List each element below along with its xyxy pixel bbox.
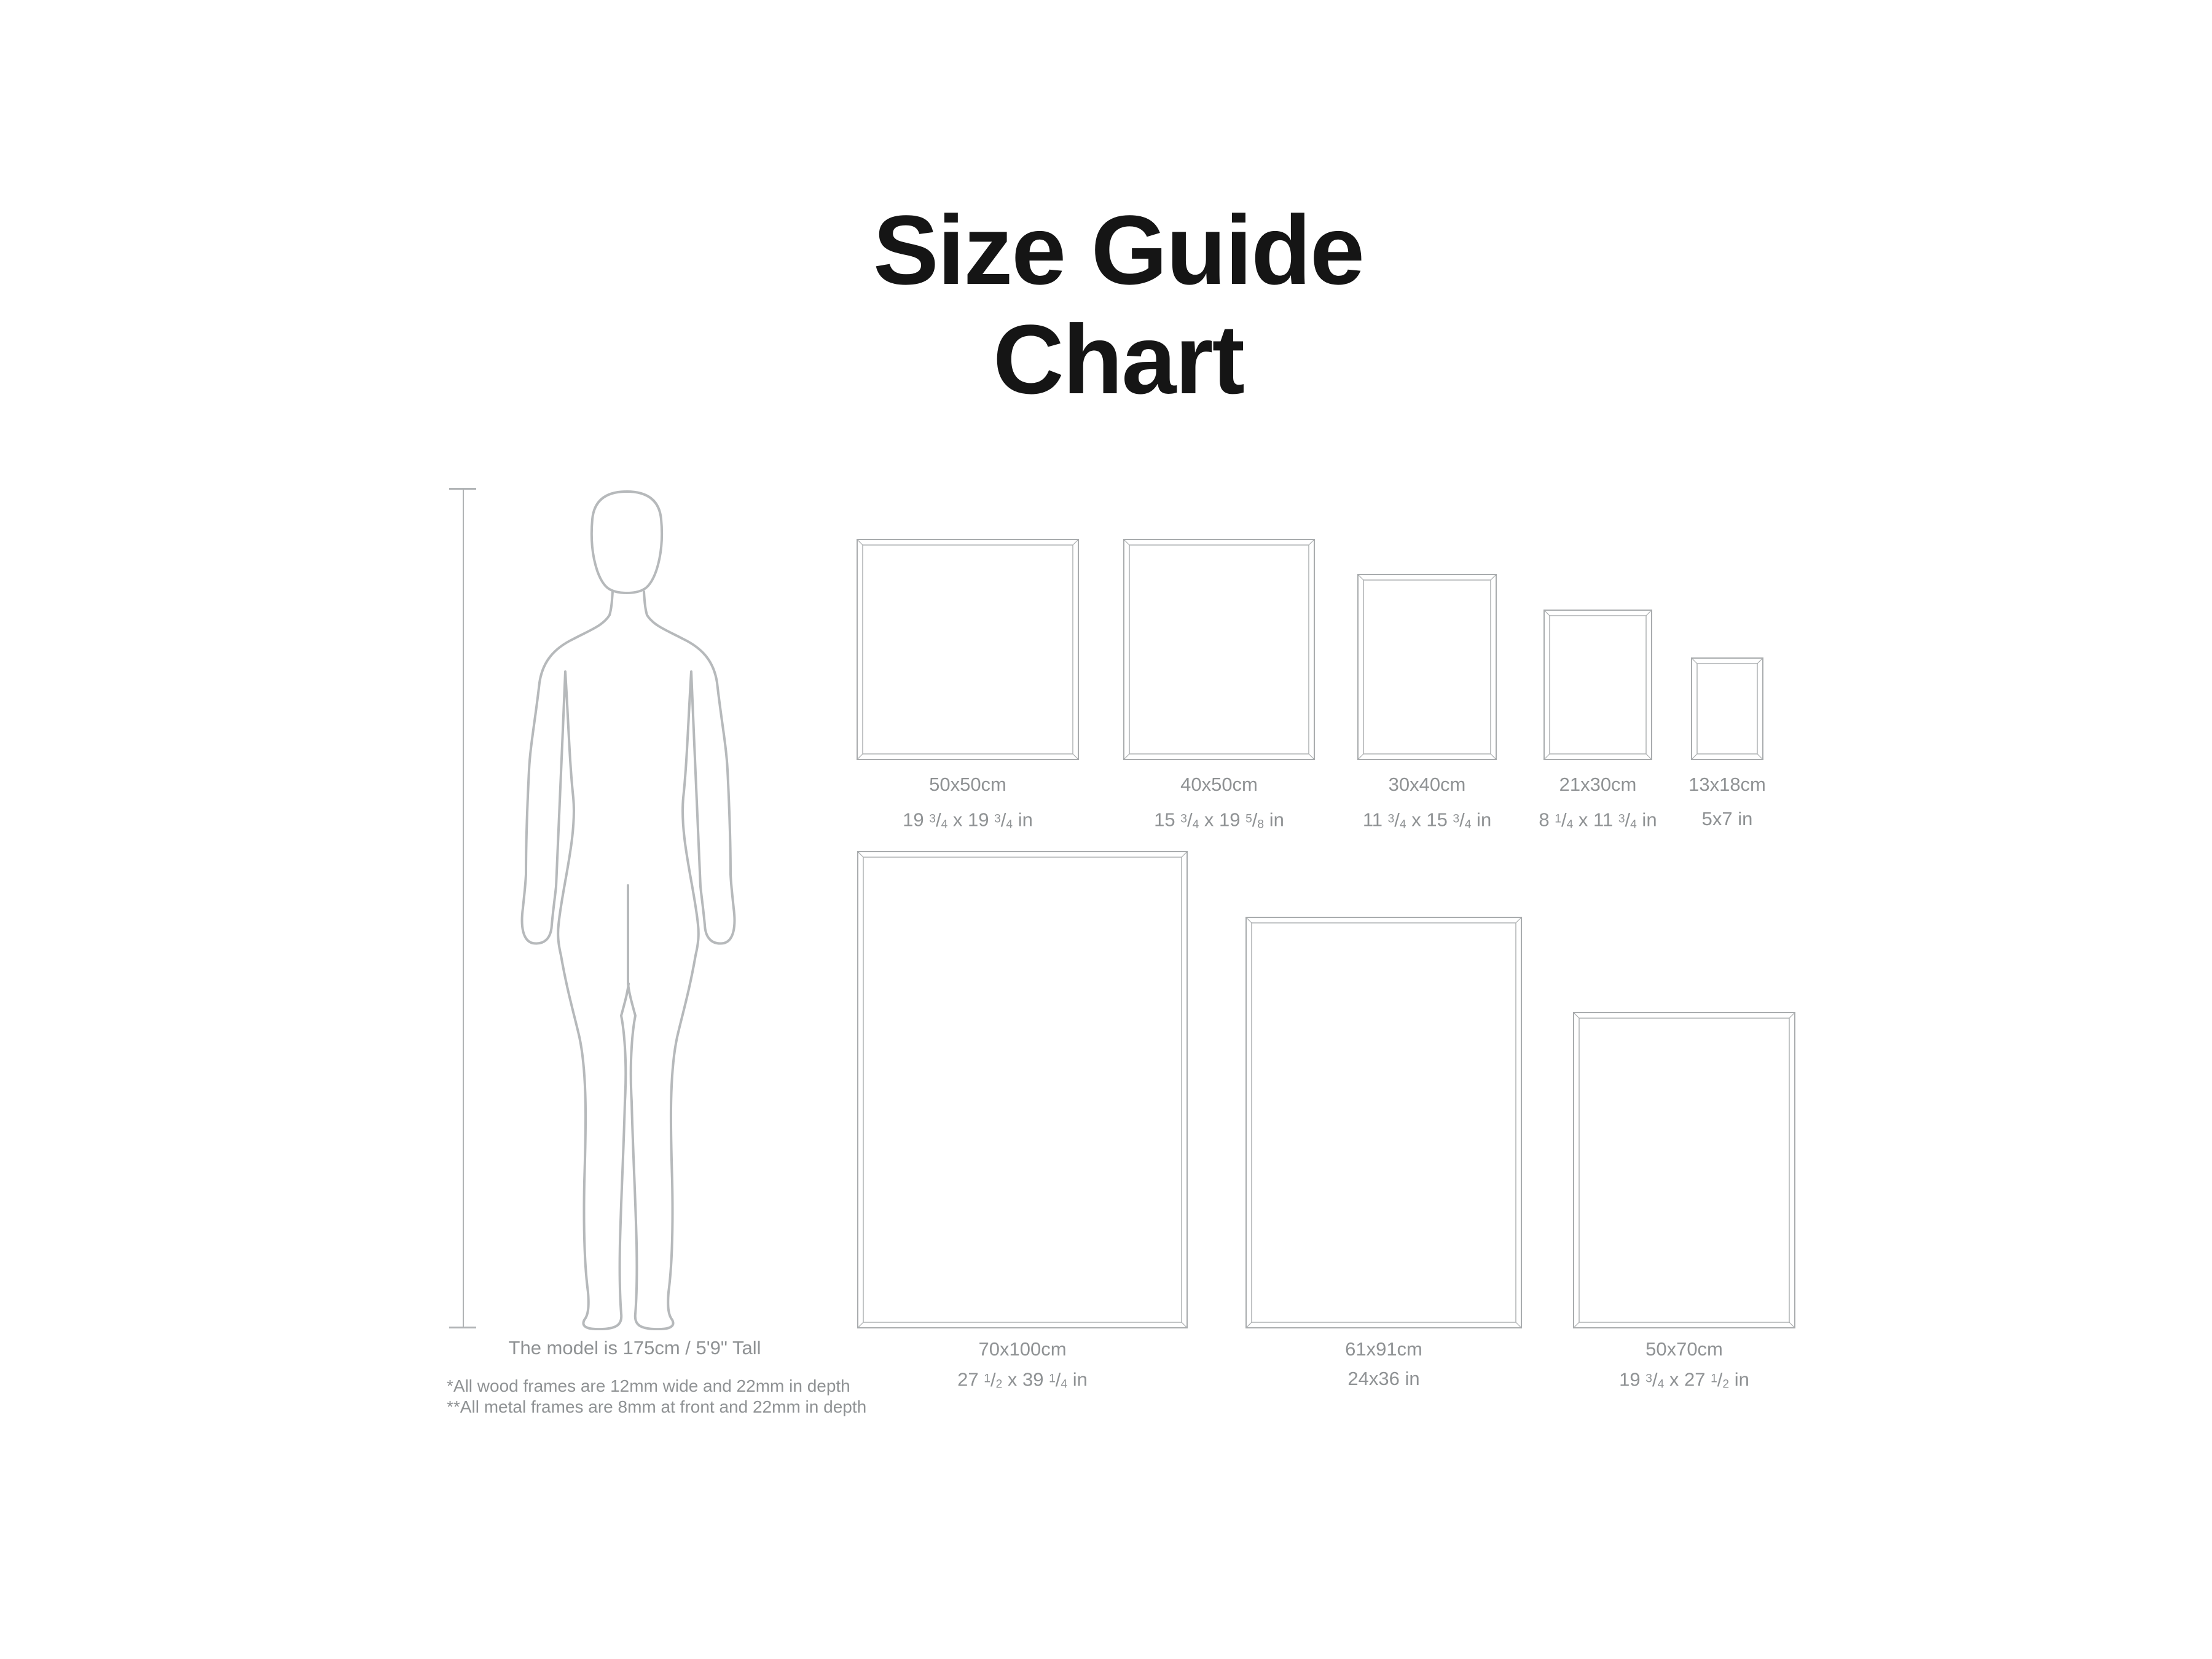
- frame-40x50cm: [1123, 539, 1315, 760]
- frame-50x70cm: [1573, 1012, 1795, 1328]
- size-label-cm-50x50cm: 50x50cm: [929, 774, 1006, 795]
- size-label-cm-61x91cm: 61x91cm: [1345, 1338, 1422, 1360]
- frame-70x100cm: [857, 851, 1188, 1328]
- frame-13x18cm: [1691, 657, 1763, 760]
- figure-head: [592, 492, 662, 593]
- frame-30x40cm: [1357, 574, 1497, 760]
- size-label-in-61x91cm: 24x36 in: [1347, 1368, 1420, 1389]
- size-label-cm-30x40cm: 30x40cm: [1388, 774, 1466, 795]
- height-ruler-tick-top: [449, 488, 476, 490]
- size-label-in-50x70cm: 19 $^3/_4$ x 27 $^1/_2$ in: [1619, 1368, 1749, 1390]
- frame-61x91cm: [1245, 917, 1522, 1328]
- page-title-line1: Size Guide: [873, 195, 1363, 305]
- frame-21x30cm: [1543, 610, 1652, 760]
- figure-left-side: [522, 592, 629, 1329]
- metal-frames-footnote: **All metal frames are 8mm at front and 22mm in depth: [447, 1397, 867, 1416]
- size-label-in-40x50cm: 15 $^3/_4$ x 19 $^5/_8$ in: [1154, 809, 1284, 831]
- frame-50x50cm: [857, 539, 1079, 760]
- figure-right-side: [628, 592, 734, 1329]
- page-title-line2: Chart: [993, 304, 1244, 414]
- size-label-cm-21x30cm: 21x30cm: [1559, 774, 1637, 795]
- size-label-cm-70x100cm: 70x100cm: [978, 1338, 1067, 1360]
- height-ruler-tick-bottom: [449, 1327, 476, 1328]
- height-ruler-line: [463, 488, 464, 1328]
- size-label-cm-13x18cm: 13x18cm: [1688, 774, 1766, 795]
- size-label-in-70x100cm: 27 $^1/_2$ x 39 $^1/_4$ in: [957, 1368, 1088, 1390]
- wood-frames-footnote: *All wood frames are 12mm wide and 22mm in depth: [447, 1376, 850, 1395]
- size-label-in-21x30cm: 8 $^1/_4$ x 11 $^3/_4$ in: [1539, 809, 1657, 831]
- page-title: [750, 195, 1487, 414]
- size-label-in-30x40cm: 11 $^3/_4$ x 15 $^3/_4$ in: [1362, 809, 1492, 831]
- model-height-caption: The model is 175cm / 5'9" Tall: [508, 1337, 761, 1359]
- size-label-in-50x50cm: 19 $^3/_4$ x 19 $^3/_4$ in: [903, 809, 1033, 831]
- size-label-cm-50x70cm: 50x70cm: [1645, 1338, 1723, 1360]
- size-label-cm-40x50cm: 40x50cm: [1180, 774, 1258, 795]
- human-figure-silhouette: [519, 487, 737, 1330]
- size-label-in-13x18cm: 5x7 in: [1701, 808, 1753, 830]
